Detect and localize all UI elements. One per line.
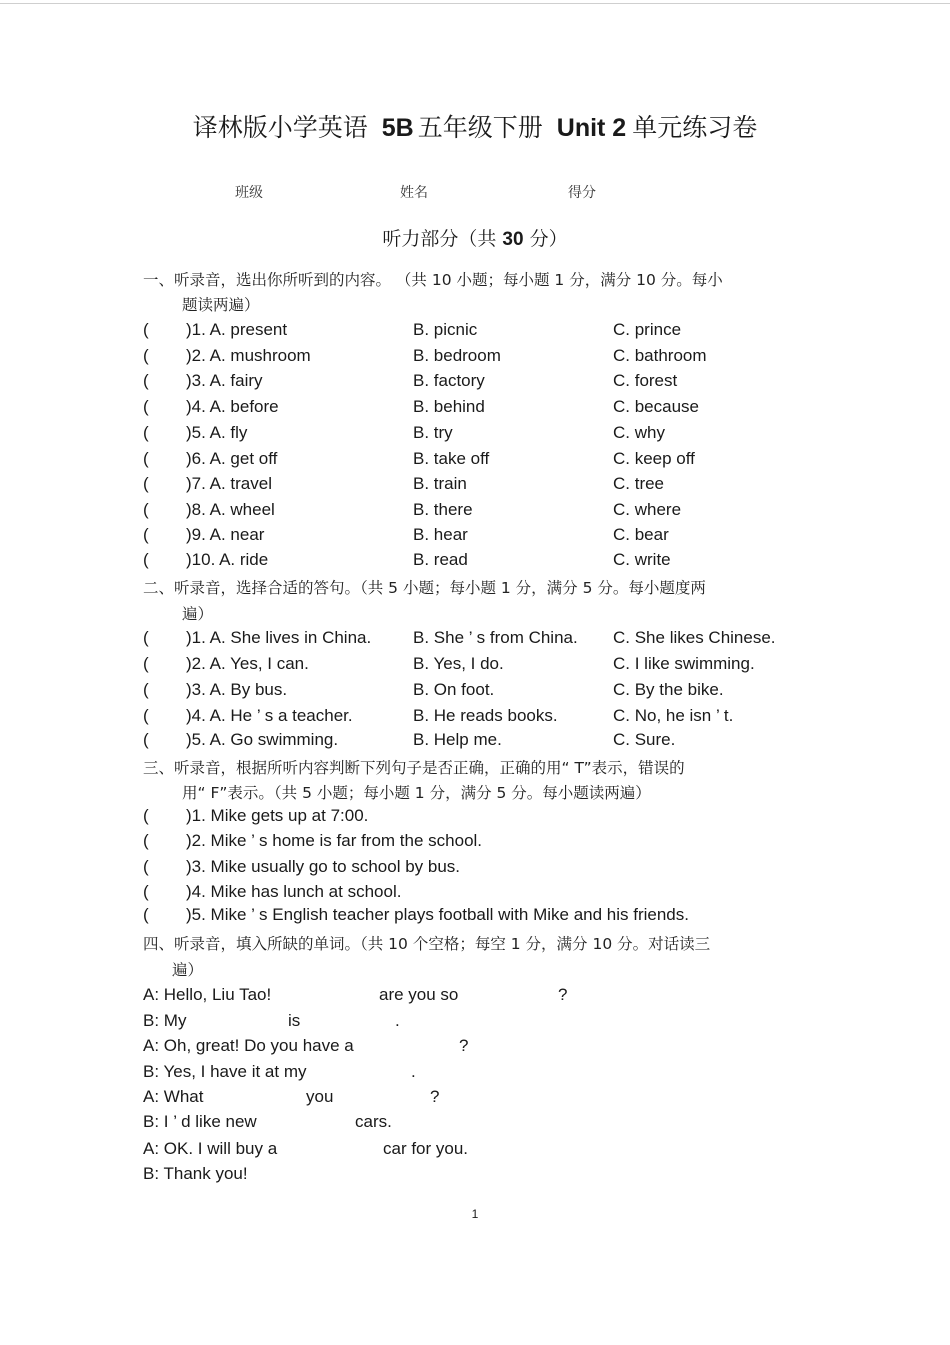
option-c: C. forest	[613, 371, 678, 390]
option-c: C. why	[613, 423, 665, 442]
option-b: B. Help me.	[413, 730, 502, 749]
page-number: 1	[471, 1207, 479, 1221]
answer-paren: (	[143, 806, 149, 825]
dialogue-line: B: My	[143, 1011, 187, 1030]
dialogue-line: you	[306, 1087, 334, 1106]
option-c: C. bathroom	[613, 346, 707, 365]
section1-heading-cont: 题读两遍）	[182, 296, 260, 314]
answer-paren: (	[143, 474, 149, 493]
dialogue-line: are you so	[379, 985, 459, 1004]
option-a: )5. A. fly	[186, 423, 248, 442]
dialogue-line: A: Hello, Liu Tao!	[143, 985, 272, 1004]
option-b: B. factory	[413, 371, 485, 390]
dialogue-line: B: I ’ d like new	[143, 1112, 257, 1131]
section3-row	[0, 882, 950, 904]
option-a: )4. A. before	[186, 397, 279, 416]
option-b: B. He reads books.	[413, 706, 558, 725]
title-part-5: 单元练习卷	[632, 113, 758, 142]
option-a: )4. A. He ’ s a teacher.	[186, 706, 353, 725]
section3-heading-cont: 用“ F”表示。（共 5 小题；每小题 1 分，满分 5 分。每小题读两遍）	[182, 784, 651, 802]
section3-row	[0, 831, 950, 853]
option-c: C. prince	[613, 320, 682, 339]
option-c: C. I like swimming.	[613, 654, 755, 673]
dialogue-line: ?	[459, 1036, 469, 1055]
option-b: B. there	[413, 500, 473, 519]
answer-paren: (	[143, 831, 149, 850]
statement-text: )4. Mike has lunch at school.	[186, 882, 402, 901]
answer-paren: (	[143, 857, 149, 876]
dialogue-line: B: Yes, I have it at my	[143, 1062, 307, 1081]
section2-heading-cont: 遍）	[182, 605, 214, 623]
section1-row	[0, 371, 950, 393]
option-b: B. train	[413, 474, 467, 493]
answer-paren: (	[143, 654, 149, 673]
answer-paren: (	[143, 525, 149, 544]
dialogue-line: ?	[430, 1087, 440, 1106]
answer-paren: (	[143, 706, 149, 725]
option-b: B. behind	[413, 397, 485, 416]
section1-row	[0, 397, 950, 419]
option-b: B. try	[413, 423, 453, 442]
option-c: C. because	[613, 397, 699, 416]
option-a: )2. A. mushroom	[186, 346, 311, 365]
section1-heading: 一、听录音，选出你所听到的内容。 （共 10 小题；每小题 1 分，满分 10 分。每小	[143, 271, 723, 289]
dialogue-line: A: What	[143, 1087, 204, 1106]
answer-paren: (	[143, 730, 149, 749]
statement-text: )1. Mike gets up at 7:00.	[186, 806, 369, 825]
answer-paren: (	[143, 320, 149, 339]
dialogue-line: A: Oh, great! Do you have a	[143, 1036, 354, 1055]
option-a: )10. A. ride	[186, 550, 269, 569]
option-c: C. She likes Chinese.	[613, 628, 776, 647]
option-b: B. She ’ s from China.	[413, 628, 578, 647]
dialogue-line: is	[288, 1011, 301, 1030]
dialogue-line: B: Thank you!	[143, 1164, 248, 1183]
option-b: B. take off	[413, 449, 490, 468]
option-a: )1. A. She lives in China.	[186, 628, 372, 647]
section3-row	[0, 905, 950, 927]
section2-row	[0, 680, 950, 702]
answer-paren: (	[143, 397, 149, 416]
option-c: C. Sure.	[613, 730, 676, 749]
section1-row	[0, 449, 950, 471]
section1-row	[0, 474, 950, 496]
option-c: C. bear	[613, 525, 669, 544]
listening-points: 30	[502, 229, 524, 250]
option-b: B. bedroom	[413, 346, 501, 365]
section2-row	[0, 654, 950, 676]
section1-row	[0, 550, 950, 572]
score-label: 得分	[568, 185, 596, 201]
option-b: B. picnic	[413, 320, 478, 339]
section3-row	[0, 857, 950, 879]
option-a: )6. A. get off	[186, 449, 278, 468]
section2-row	[0, 706, 950, 728]
option-c: C. No, he isn ’ t.	[613, 706, 734, 725]
option-b: B. Yes, I do.	[413, 654, 504, 673]
section1-row	[0, 423, 950, 445]
section4-heading-cont: 遍）	[172, 961, 204, 979]
class-label: 班级	[235, 185, 263, 201]
page-title	[0, 108, 950, 144]
answer-paren: (	[143, 500, 149, 519]
dialogue-line: .	[411, 1062, 416, 1081]
section1-row	[0, 320, 950, 342]
dialogue-line: ?	[558, 985, 568, 1004]
dialogue-line: cars.	[355, 1112, 392, 1131]
page-top-border	[0, 3, 950, 4]
option-b: B. read	[413, 550, 468, 569]
title-part-2: 5B	[381, 114, 414, 142]
listening-prefix: 听力部分（共	[382, 228, 497, 250]
name-label: 姓名	[400, 185, 428, 201]
option-a: )1. A. present	[186, 320, 288, 339]
answer-paren: (	[143, 628, 149, 647]
option-a: )5. A. Go swimming.	[186, 730, 339, 749]
dialogue-line: .	[395, 1011, 400, 1030]
section1-row	[0, 500, 950, 522]
option-c: C. By the bike.	[613, 680, 724, 699]
section3-heading: 三、听录音，根据所听内容判断下列句子是否正确，正确的用“ T”表示，错误的	[143, 759, 685, 777]
option-b: B. On foot.	[413, 680, 495, 699]
answer-paren: (	[143, 550, 149, 569]
option-c: C. tree	[613, 474, 665, 493]
section2-row	[0, 730, 950, 752]
option-b: B. hear	[413, 525, 468, 544]
statement-text: )3. Mike usually go to school by bus.	[186, 857, 461, 876]
listening-suffix: 分）	[529, 228, 568, 250]
answer-paren: (	[143, 905, 149, 924]
option-a: )7. A. travel	[186, 474, 272, 493]
option-a: )2. A. Yes, I can.	[186, 654, 309, 673]
option-a: )3. A. By bus.	[186, 680, 288, 699]
section1-row	[0, 346, 950, 368]
title-part-1: 译林版小学英语	[192, 113, 368, 142]
statement-text: )5. Mike ’ s English teacher plays football with Mike and his friends.	[186, 905, 689, 924]
option-a: )3. A. fairy	[186, 371, 263, 390]
answer-paren: (	[143, 449, 149, 468]
section1-row	[0, 525, 950, 547]
section2-heading: 二、听录音，选择合适的答句。（共 5 小题；每小题 1 分，满分 5 分。每小题度两	[143, 579, 706, 597]
answer-paren: (	[143, 680, 149, 699]
answer-paren: (	[143, 371, 149, 390]
dialogue-line: car for you.	[383, 1139, 469, 1158]
section2-row	[0, 628, 950, 650]
option-c: C. keep off	[613, 449, 695, 468]
title-part-3: 五年级下册	[417, 113, 543, 142]
option-c: C. where	[613, 500, 682, 519]
dialogue-line: A: OK. I will buy a	[143, 1139, 278, 1158]
section4-heading: 四、听录音，填入所缺的单词。（共 10 个空格；每空 1 分，满分 10 分。对话读三	[143, 935, 711, 953]
title-part-4: Unit 2	[556, 114, 627, 142]
listening-heading	[0, 224, 950, 251]
statement-text: )2. Mike ’ s home is far from the school.	[186, 831, 483, 850]
option-a: )9. A. near	[186, 525, 265, 544]
section3-row	[0, 806, 950, 828]
answer-paren: (	[143, 346, 149, 365]
answer-paren: (	[143, 882, 149, 901]
option-a: )8. A. wheel	[186, 500, 275, 519]
answer-paren: (	[143, 423, 149, 442]
option-c: C. write	[613, 550, 671, 569]
